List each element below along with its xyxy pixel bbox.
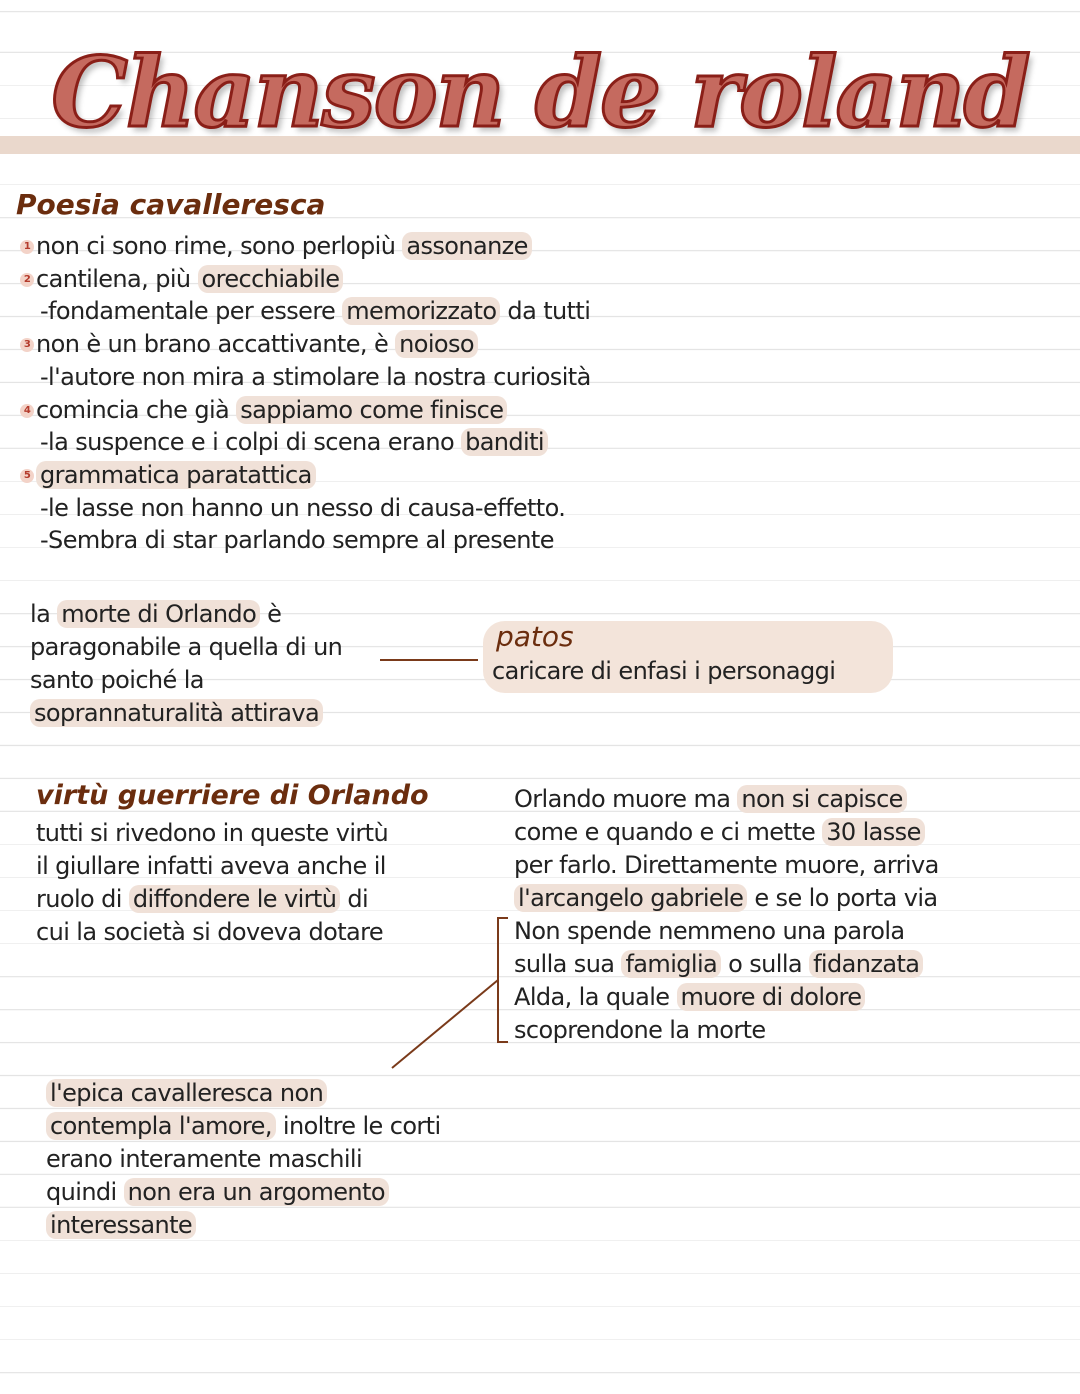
muore-line-3: per farlo. Direttamente muore, arriva xyxy=(514,851,939,879)
poesia-item xyxy=(40,524,554,557)
item-text: -l'autore non mira a stimolare la nostra curiosità xyxy=(40,362,591,391)
muore-line-2: come e quando e ci mette 30 lasse xyxy=(514,816,925,849)
poesia-item xyxy=(40,426,548,459)
item-highlight: orecchiabile xyxy=(198,265,344,293)
morte-line-4: soprannaturalità attirava xyxy=(30,697,323,730)
patos-title: patos xyxy=(496,620,574,653)
poesia-item xyxy=(40,492,565,525)
item-text-post: da tutti xyxy=(500,297,591,326)
muore-line-8: scoprendone la morte xyxy=(514,1016,766,1044)
morte-line-1: la morte di Orlando è xyxy=(30,600,282,628)
item-text: cantilena, più xyxy=(36,264,198,293)
poesia-item xyxy=(20,263,343,296)
muore-line-4: l'arcangelo gabriele e se lo porta via xyxy=(514,882,938,915)
epica-line-1: l'epica cavalleresca non xyxy=(46,1077,327,1110)
muore-line-7: Alda, la quale muore di dolore xyxy=(514,981,865,1014)
epica-line-2: contempla l'amore, inoltre le corti xyxy=(46,1110,441,1143)
item-text: -fondamentale per essere xyxy=(40,297,343,326)
item-highlight: sappiamo come finisce xyxy=(236,396,507,424)
poesia-item xyxy=(20,459,316,492)
patos-text: caricare di enfasi i personaggi xyxy=(492,657,836,685)
item-number-badge: 5 xyxy=(20,469,34,483)
virtu-line-2: il giullare infatti aveva anche il xyxy=(36,852,386,880)
item-text: -le lasse non hanno un nesso di causa-effetto. xyxy=(40,493,566,522)
item-number-badge: 2 xyxy=(20,273,34,287)
item-highlight: banditi xyxy=(461,428,548,456)
virtu-line-4: cui la società si doveva dotare xyxy=(36,918,384,946)
muore-line-1: Orlando muore ma non si capisce xyxy=(514,783,907,816)
virtu-line-1: tutti si rivedono in queste virtù xyxy=(36,819,389,847)
connector-epica-bracket xyxy=(392,980,498,1068)
item-text: -la suspence e i colpi di scena erano xyxy=(40,428,462,457)
bracket-muore xyxy=(498,918,508,1042)
item-number-badge: 1 xyxy=(20,240,34,254)
item-text: non è un brano accattivante, è xyxy=(36,330,396,359)
poesia-item xyxy=(40,361,591,394)
item-highlight: assonanze xyxy=(402,232,532,260)
virtu-line-3: ruolo di diffondere le virtù di xyxy=(36,885,369,913)
muore-line-5: Non spende nemmeno una parola xyxy=(514,917,905,945)
item-number-badge: 4 xyxy=(20,404,34,418)
section-heading-virtu: virtù guerriere di Orlando xyxy=(36,780,429,811)
item-text: non ci sono rime, sono perlopiù xyxy=(36,232,403,260)
epica-line-3: erano interamente maschili xyxy=(46,1145,363,1173)
page-title: Chanson de roland xyxy=(51,36,1029,149)
muore-line-6: sulla sua famiglia o sulla fidanzata xyxy=(514,948,923,981)
item-text: comincia che già xyxy=(36,395,237,424)
item-highlight: noioso xyxy=(395,330,478,358)
item-number-badge: 3 xyxy=(20,338,34,352)
item-text: -Sembra di star parlando sempre al presente xyxy=(40,526,554,555)
item-highlight: grammatica paratattica xyxy=(36,461,316,489)
poesia-item xyxy=(20,328,478,361)
poesia-item xyxy=(40,295,590,328)
poesia-item xyxy=(20,394,507,427)
epica-line-5: interessante xyxy=(46,1209,196,1242)
section-heading-poesia: Poesia cavalleresca xyxy=(16,188,326,221)
morte-line-2: paragonabile a quella di un xyxy=(30,633,343,661)
morte-line-3: santo poiché la xyxy=(30,666,204,694)
epica-line-4: quindi non era un argomento xyxy=(46,1176,389,1209)
poesia-item xyxy=(20,230,532,263)
item-highlight: memorizzato xyxy=(342,297,500,325)
